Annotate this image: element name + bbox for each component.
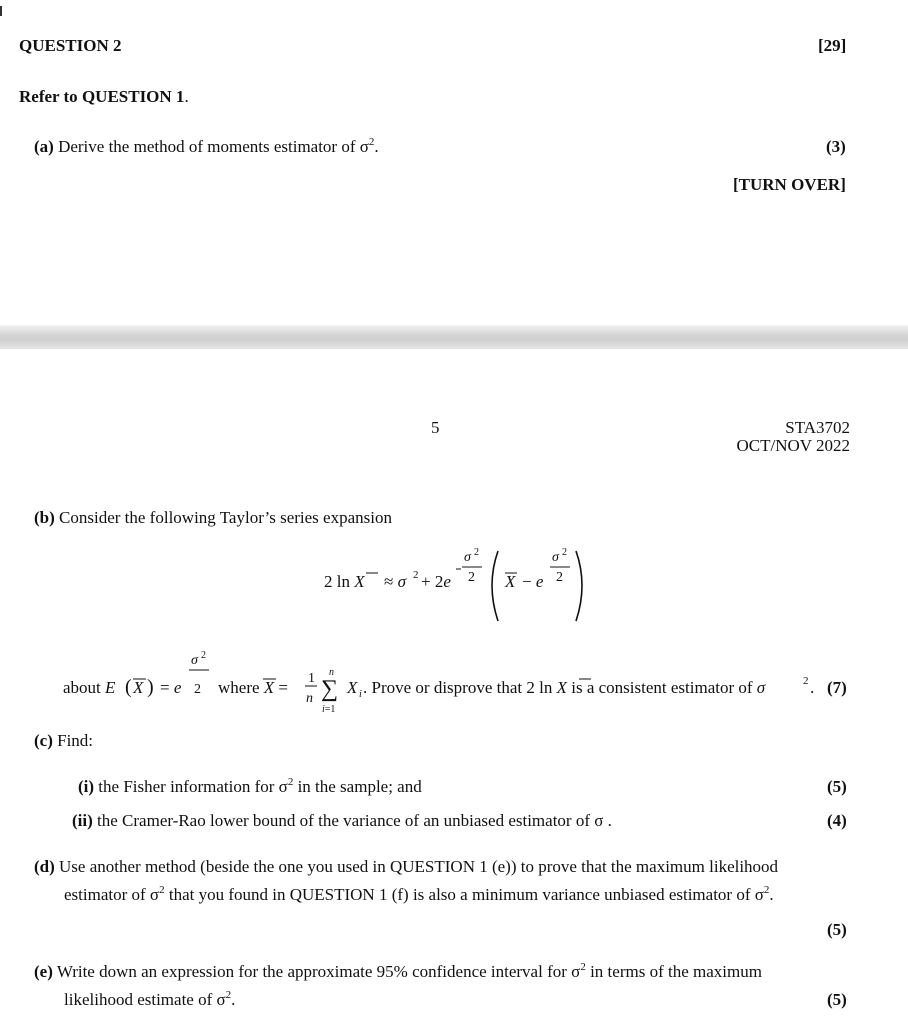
sum-sign: ∑ bbox=[321, 676, 339, 702]
part-b-intro-text: Consider the following Taylor’s series expansion bbox=[59, 508, 392, 527]
eq-exp-num: σ bbox=[464, 550, 471, 565]
sq-sup: 2 bbox=[225, 989, 232, 1001]
part-c-label: (c) bbox=[34, 731, 53, 750]
about-exp-den: 2 bbox=[194, 682, 201, 697]
sum-xi: X bbox=[347, 678, 358, 697]
about-line bbox=[63, 650, 863, 720]
part-e-label: (e) bbox=[34, 962, 53, 981]
page-separator bbox=[0, 325, 908, 349]
eq-approx: ≈ σ bbox=[384, 572, 406, 591]
about-eq: = e bbox=[160, 678, 182, 697]
sq-sup: 2 bbox=[287, 776, 294, 788]
refer-line bbox=[19, 87, 189, 107]
part-a-end: . bbox=[374, 137, 379, 156]
exam-session: OCT/NOV 2022 bbox=[736, 436, 850, 455]
part-b-marks: (7) bbox=[827, 678, 847, 697]
part-c bbox=[34, 731, 93, 751]
part-a-text: Derive the method of moments estimator of σ bbox=[58, 137, 369, 156]
refer-target: QUESTION 1 bbox=[81, 87, 185, 106]
eq-exp2-num: σ bbox=[552, 550, 559, 565]
sq-sup: 2 bbox=[159, 884, 165, 896]
eq-minus-e: − e bbox=[522, 572, 544, 591]
part-b-label: (b) bbox=[34, 508, 55, 527]
about-text: about E bbox=[63, 678, 116, 697]
eq-lparen bbox=[492, 551, 498, 621]
eq-exp-den: 2 bbox=[468, 570, 475, 585]
part-e-text1a: Write down an expression for the approximate 95% confidence interval for σ bbox=[56, 962, 581, 981]
refer-prefix: Refer to bbox=[19, 87, 82, 106]
part-e-line1 bbox=[34, 962, 762, 982]
about-x: X bbox=[133, 678, 144, 697]
question-title: QUESTION 2 bbox=[19, 36, 122, 55]
sq-sup: 2 bbox=[580, 961, 586, 973]
sum-top: n bbox=[329, 667, 334, 678]
part-c-i-label: (i) bbox=[78, 777, 95, 796]
eq-exp2-den: 2 bbox=[556, 570, 563, 585]
eq-sq1: 2 bbox=[413, 569, 419, 581]
tail-sq: 2 bbox=[803, 675, 809, 687]
eq-lhs: 2 ln X bbox=[324, 572, 365, 591]
frac-den: n bbox=[306, 691, 313, 706]
part-a-marks: (3) bbox=[826, 137, 846, 156]
part-c-ii-label: (ii) bbox=[72, 811, 93, 830]
frac-num: 1 bbox=[308, 671, 315, 686]
part-a bbox=[34, 137, 379, 157]
part-e-text1b: in terms of the maximum bbox=[585, 962, 762, 981]
part-e-marks: (5) bbox=[827, 990, 847, 1009]
about-where: where X = bbox=[218, 678, 289, 697]
part-d-line2 bbox=[64, 885, 774, 905]
part-a-label: (a) bbox=[34, 137, 54, 156]
part-c-i-text2: in the sample; and bbox=[293, 777, 422, 796]
part-d-text2c: . bbox=[769, 885, 774, 904]
part-c-i-text: the Fisher information for σ bbox=[98, 777, 288, 796]
about-rparen: ) bbox=[147, 676, 154, 698]
part-d-marks: (5) bbox=[827, 920, 847, 939]
part-d-text2a: estimator of σ bbox=[64, 885, 160, 904]
part-d-text2b: that you found in QUESTION 1 (f) is also a minimum variance unbiased estimator of σ bbox=[164, 885, 764, 904]
question-marks: [29] bbox=[818, 36, 847, 55]
eq-xbar2: X bbox=[505, 572, 516, 591]
part-d-line1 bbox=[34, 857, 778, 877]
about-lparen: ( bbox=[125, 676, 132, 698]
part-d-text1: Use another method (beside the one you used in QUESTION 1 (e)) to prove that the maximum likelihood bbox=[59, 857, 779, 876]
part-c-ii-marks: (4) bbox=[827, 811, 847, 830]
part-e-line2 bbox=[64, 990, 235, 1010]
part-c-i bbox=[78, 777, 422, 797]
part-c-text: Find: bbox=[57, 731, 94, 750]
tail-end: . bbox=[810, 678, 815, 697]
part-c-ii bbox=[72, 811, 612, 831]
sq-sup: 2 bbox=[763, 884, 770, 896]
part-d-label: (d) bbox=[34, 857, 55, 876]
sum-bottom: i=1 bbox=[322, 704, 336, 715]
page-number: 5 bbox=[431, 418, 440, 437]
eq-rparen bbox=[576, 551, 582, 621]
refer-suffix: . bbox=[184, 87, 189, 106]
taylor-equation bbox=[322, 545, 592, 625]
part-c-ii-text: the Cramer-Rao lower bound of the variance of an unbiased estimator of σ . bbox=[97, 811, 612, 830]
about-tail: . Prove or disprove that 2 ln X is a consistent estimator of σ bbox=[363, 678, 766, 697]
part-e-text2a: likelihood estimate of σ bbox=[64, 990, 226, 1009]
part-b-intro bbox=[34, 508, 392, 528]
eq-exp2-num-sq: 2 bbox=[562, 547, 567, 558]
edge-mark bbox=[0, 6, 2, 16]
turn-over: [TURN OVER] bbox=[733, 175, 846, 194]
eq-plus: + 2e bbox=[421, 572, 451, 591]
about-exp-num: σ bbox=[191, 653, 198, 668]
eq-exp-num-sq: 2 bbox=[474, 547, 479, 558]
sq-sup: 2 bbox=[368, 136, 375, 148]
sum-xi-sub: i bbox=[359, 689, 362, 700]
about-exp-num-sq: 2 bbox=[201, 650, 206, 661]
course-code: STA3702 bbox=[785, 418, 850, 437]
part-e-text2b: . bbox=[231, 990, 236, 1009]
part-c-i-marks: (5) bbox=[827, 777, 847, 796]
